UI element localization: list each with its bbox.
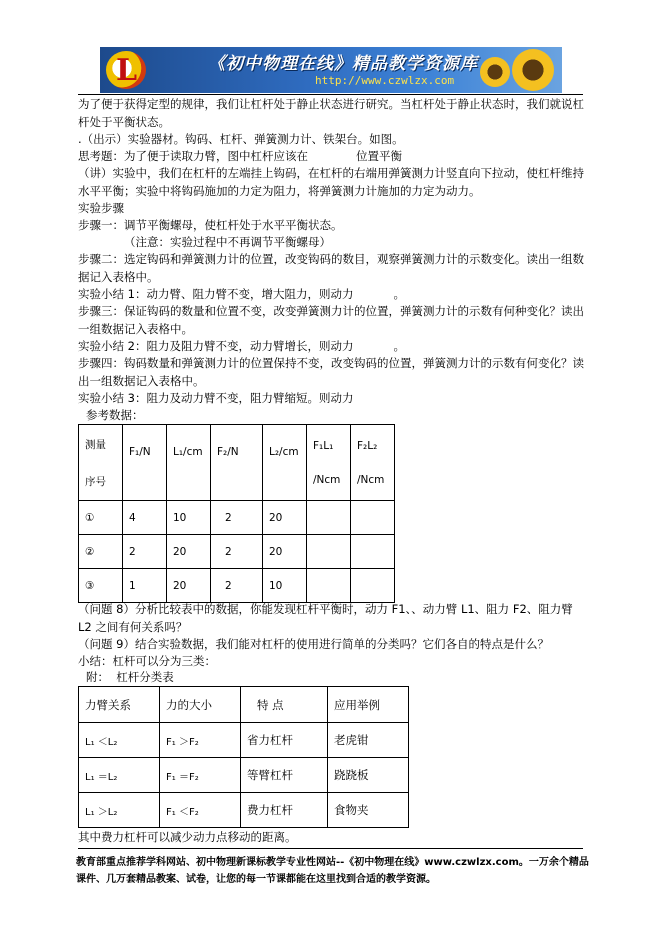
site-logo: L (106, 51, 146, 89)
table-row: L₁ ＞L₂ F₁ ＜F₂ 费力杠杆 食物夹 (79, 793, 409, 828)
table-header-cell: F₁L₁ /Ncm (307, 425, 351, 501)
header-rule (78, 94, 583, 95)
table-row: ① 4 10 2 20 (79, 501, 395, 535)
banner-url[interactable]: http://www.czwlzx.com (315, 74, 455, 87)
banner-title: 《初中物理在线》精品教学资源库 (208, 54, 478, 74)
table-row: L₁ ＝L₂ F₁ ＝F₂ 等臂杠杆 跷跷板 (79, 758, 409, 793)
table-header-cell: L₁/cm (167, 425, 211, 501)
question-line: 思考题：为了便于读取力臂，图中杠杆应该在 位置平衡 (78, 149, 402, 163)
table-row: L₁ ＜L₂ F₁ ＞F₂ 省力杠杆 老虎钳 (79, 723, 409, 758)
reference-label: 参考数据： (86, 408, 144, 422)
table-header-row: 力臂关系 力的大小 特 点 应用举例 (79, 687, 409, 723)
summary-two: 实验小结 2：阻力及阻力臂不变，动力臂增长，则动力 。 (78, 339, 405, 353)
table-header-cell: F₂/N (211, 425, 263, 501)
question-8: （问题 8）分析比较表中的数据，你能发现杠杆平衡时，动力 F1、、动力臂 L1、阻力 F2、阻力臂 L2 之间有何关系吗？ (78, 602, 577, 634)
header-banner (100, 47, 562, 93)
table-header-cell: 测量 序号 (79, 425, 123, 501)
table-row: ③ 1 20 2 10 (79, 569, 395, 603)
step-one: 步骤一：调节平衡螺母，使杠杆处于水平平衡状态。 (78, 218, 343, 232)
steps-heading: 实验步骤 (78, 201, 124, 215)
closing-line: 其中费力杠杆可以减少动力点移动的距离。 (78, 830, 297, 844)
appendix-heading: 附： 杠杆分类表 (86, 670, 174, 684)
table-header-row (79, 425, 395, 501)
reference-data-table (78, 424, 395, 603)
summary-three: 实验小结 3：阻力及动力臂不变，阻力臂缩短。则动力 (78, 391, 354, 405)
table-header-cell: F₁/N (123, 425, 167, 501)
table-header-cell: L₂/cm (263, 425, 307, 501)
lever-classification-table (78, 686, 409, 828)
equipment-line: .（出示）实验器材。钩码、杠杆、弹簧测力计、铁架台。如图。 (78, 132, 404, 146)
explain-paragraph: （讲）实验中，我们在杠杆的左端挂上钩码，在杠杆的右端用弹簧测力计竖直向下拉动，使杠杆维持水平平衡；实验中将钩码施加的力定为阻力，将弹簧测力计施加的力定为动力。 (78, 166, 584, 198)
summary-heading: 小结：杠杆可以分为三类： (78, 654, 216, 668)
step-four: 步骤四：钩码数量和弹簧测力计的位置保持不变，改变钩码的位置，弹簧测力计的示数有何变化？读出一组数据记入表格中。 (78, 356, 584, 388)
footer-text: 教育部重点推荐学科网站、初中物理新课标教学专业性网站--《初中物理在线》www.czwlzx.com。一万余个精品课件、几万套精品教案、试卷，让您的每一节课都能在这里找到合适的教学资源。 (76, 857, 589, 885)
table-row: ② 2 20 2 20 (79, 535, 395, 569)
intro-paragraph: 为了便于获得定型的规律，我们让杠杆处于静止状态进行研究。当杠杆处于静止状态时，我们就说杠杆处于平衡状态。 (78, 97, 584, 129)
question-9: （问题 9）结合实验数据，我们能对杠杆的使用进行简单的分类吗？它们各自的特点是什么？ (78, 637, 549, 651)
sunflower-icon (480, 57, 510, 87)
table-header-cell: F₂L₂ /Ncm (351, 425, 395, 501)
step-three: 步骤三：保证钩码的数量和位置不变，改变弹簧测力计的位置，弹簧测力计的示数有何种变化？读出一组数据记入表格中。 (78, 304, 584, 336)
footer-rule (78, 848, 583, 849)
sunflower-icon (512, 49, 554, 91)
step-note: （注意：实验过程中不再调节平衡螺母） (124, 235, 331, 249)
summary-one: 实验小结 1：动力臂、阻力臂不变，增大阻力，则动力 。 (78, 287, 405, 301)
step-two: 步骤二：选定钩码和弹簧测力计的位置，改变钩码的数目，观察弹簧测力计的示数变化。读出一组数据记入表格中。 (78, 252, 584, 284)
